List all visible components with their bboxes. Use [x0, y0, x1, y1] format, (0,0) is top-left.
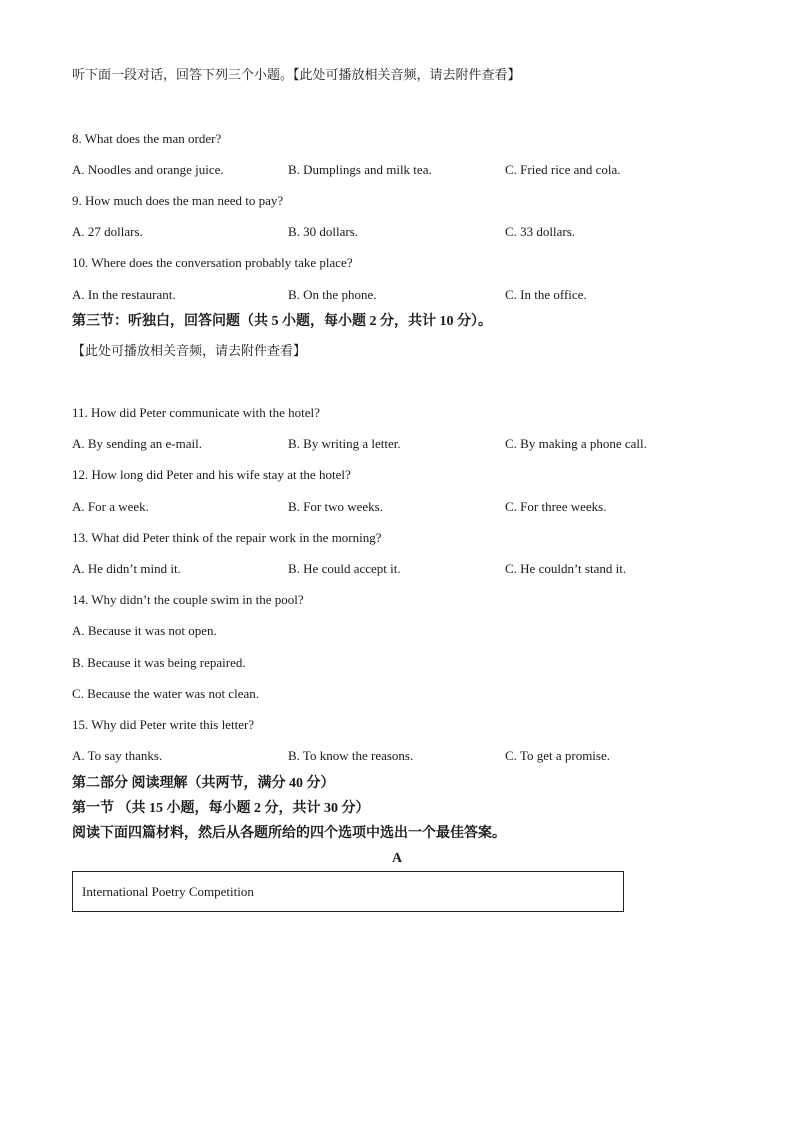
part2-section1-heading: 第一节 （共 15 小题，每小题 2 分，共计 30 分） [72, 801, 370, 816]
q9-option-b: B. 30 dollars. [288, 224, 359, 239]
q12-stem: 12. How long did Peter and his wife stay at the hotel? [72, 467, 351, 482]
intro-line: 听下面一段对话，回答下列三个小题。【此处可播放相关音频，请去附件查看】 [72, 67, 521, 82]
q10-option-c: C. In the office. [505, 287, 587, 302]
q14-option-a: A. Because it was not open. [72, 623, 217, 638]
q15-option-a: A. To say thanks. [72, 748, 163, 763]
q15-stem: 15. Why did Peter write this letter? [72, 717, 255, 732]
q8-stem: 8. What does the man order? [72, 131, 222, 146]
q10-option-a: A. In the restaurant. [72, 287, 176, 302]
q15-option-c: C. To get a promise. [505, 748, 611, 763]
passage-title: International Poetry Competition [82, 884, 254, 899]
q13-option-b: B. He could accept it. [288, 561, 401, 576]
q13-stem: 13. What did Peter think of the repair work in the morning? [72, 530, 382, 545]
q13-option-c: C. He couldn’t stand it. [505, 561, 627, 576]
passage-label: A [391, 851, 403, 866]
part2-heading: 第二部分 阅读理解（共两节，满分 40 分） [72, 776, 335, 791]
q9-option-c: C. 33 dollars. [505, 224, 576, 239]
q15-option-b: B. To know the reasons. [288, 748, 414, 763]
passage-title-box [72, 871, 624, 912]
q11-option-a: A. By sending an e-mail. [72, 436, 202, 451]
q14-stem: 14. Why didn’t the couple swim in the pool? [72, 592, 304, 607]
q12-option-a: A. For a week. [72, 499, 149, 514]
q9-option-a: A. 27 dollars. [72, 224, 143, 239]
q14-option-b: B. Because it was being repaired. [72, 655, 246, 670]
q11-option-c: C. By making a phone call. [505, 436, 647, 451]
q9-stem: 9. How much does the man need to pay? [72, 193, 284, 208]
q14-option-c: C. Because the water was not clean. [72, 686, 259, 701]
q10-stem: 10. Where does the conversation probably take place? [72, 255, 353, 270]
section3-heading: 第三节：听独白，回答问题（共 5 小题，每小题 2 分，共计 10 分）。 [72, 314, 492, 329]
q11-option-b: B. By writing a letter. [288, 436, 401, 451]
q12-option-b: B. For two weeks. [288, 499, 383, 514]
reading-instruction: 阅读下面四篇材料，然后从各题所给的四个选项中选出一个最佳答案。 [72, 826, 506, 841]
q8-option-c: C. Fried rice and cola. [505, 162, 621, 177]
q8-option-a: A. Noodles and orange juice. [72, 162, 224, 177]
audio-note: 【此处可播放相关音频，请去附件查看】 [72, 343, 307, 358]
q13-option-a: A. He didn’t mind it. [72, 561, 181, 576]
q11-stem: 11. How did Peter communicate with the hotel? [72, 405, 320, 420]
q8-option-b: B. Dumplings and milk tea. [288, 162, 432, 177]
q10-option-b: B. On the phone. [288, 287, 377, 302]
q12-option-c: C. For three weeks. [505, 499, 607, 514]
